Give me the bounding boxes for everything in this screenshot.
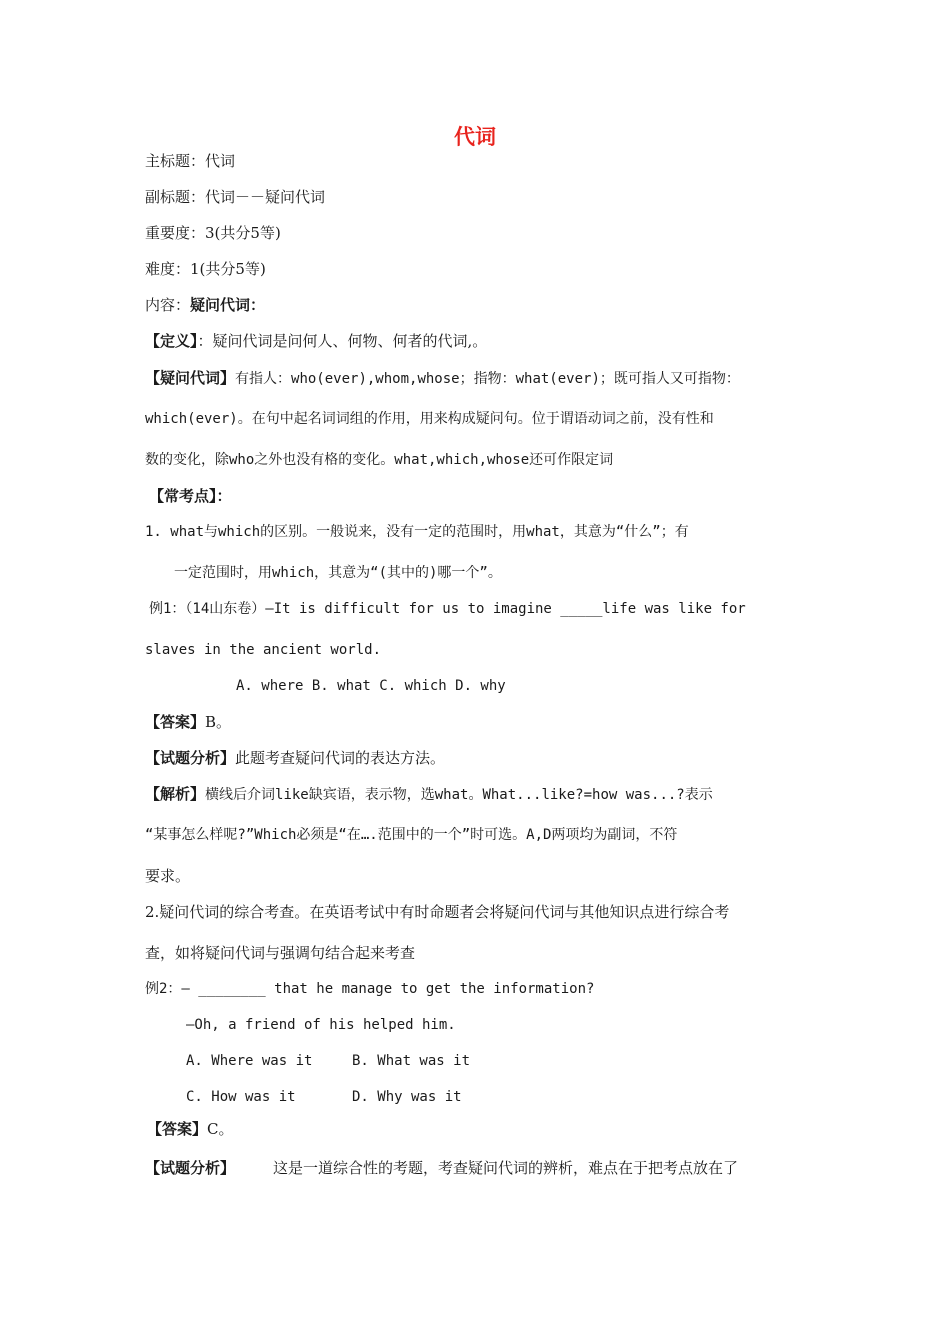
example1-explain-line-1 [145, 784, 713, 805]
answer-value: B。 [205, 713, 232, 731]
interrogative-text-1: 有指人：who(ever),whom,whose；指物：what(ever)；既可指人又可指物： [235, 371, 740, 387]
example1-line-1: 例1：（14山东卷）—It is difficult for us to imagine _____life was like for [149, 601, 746, 617]
interrogative-tag: 【疑问代词】 [145, 369, 236, 387]
interrogative-line-3: 数的变化，除who之外也没有格的变化。what,which,whose还可作限定词 [145, 452, 614, 468]
option-a: A. Where was it [186, 1053, 313, 1069]
interrogative-line-2: which(ever)。在句中起名词词组的作用，用来构成疑问句。位于谓语动词之前，没有性和 [145, 411, 714, 427]
answer-tag: 【答案】 [147, 1120, 208, 1138]
difficulty-line: 难度：1(共分5等) [145, 260, 266, 278]
example2-answer [147, 1119, 234, 1139]
subtitle-line: 副标题：代词－－疑问代词 [145, 188, 326, 206]
example1-line-2: slaves in the ancient world. [145, 642, 382, 658]
key-points-heading: 【常考点】： [149, 487, 232, 505]
analysis-text: 此题考查疑问代词的表达方法。 [235, 749, 446, 767]
definition-tag: 【定义】 [145, 332, 198, 350]
analysis-tag: 【试题分析】 [145, 749, 236, 767]
example2-line-2: —Oh, a friend of his helped him. [186, 1017, 456, 1033]
point1-line-1: 1. what与which的区别。一般说来，没有一定的范围时，用what，其意为“什么”；有 [145, 524, 689, 540]
point2-line-1: 2.疑问代词的综合考查。在英语考试中有时命题者会将疑问代词与其他知识点进行综合考 [145, 903, 730, 921]
interrogative-line-1 [145, 368, 740, 389]
example1-explain-line-2: “某事怎么样呢?”Which必须是“在….范围中的一个”时可选。A,D两项均为副词，不符 [145, 827, 678, 843]
point2-line-2: 查，如将疑问代词与强调句结合起来考查 [145, 944, 416, 962]
option-b: B. What was it [352, 1053, 471, 1069]
example1-answer [145, 712, 231, 732]
content-value: 疑问代词： [190, 296, 266, 314]
example2-options-row-2 [186, 1087, 462, 1107]
analysis-text: 这是一道综合性的考题，考查疑问代词的辨析，难点在于把考点放在了 [273, 1159, 739, 1177]
content-line [145, 295, 265, 315]
explain-tag: 【解析】 [145, 785, 206, 803]
page-title: 代词 [454, 124, 496, 149]
example1-analysis [145, 748, 445, 768]
example2-line-1: 例2：— ________ that he manage to get the information? [145, 981, 595, 997]
answer-tag: 【答案】 [145, 713, 206, 731]
analysis-tag: 【试题分析】 [145, 1159, 236, 1177]
answer-value: C。 [207, 1120, 234, 1138]
example2-options-row-1 [186, 1051, 470, 1071]
example1-options: A. where B. what C. which D. why [236, 678, 506, 694]
definition-line [145, 331, 487, 351]
example2-analysis [145, 1158, 738, 1178]
explain-text-1: 横线后介词like缺宾语，表示物，选what。What...like?=how was...?表示 [205, 787, 713, 803]
option-c: C. How was it [186, 1089, 296, 1105]
point1-line-2: 一定范围时，用which，其意为“(其中的)哪一个”。 [174, 565, 502, 581]
importance-line: 重要度：3(共分5等) [145, 224, 281, 242]
main-title-line: 主标题：代词 [145, 152, 236, 170]
example1-explain-line-3: 要求。 [145, 867, 191, 885]
option-d: D. Why was it [352, 1089, 462, 1105]
definition-text: ：疑问代词是问何人、何物、何者的代词,。 [197, 332, 488, 350]
content-label: 内容： [145, 296, 191, 314]
